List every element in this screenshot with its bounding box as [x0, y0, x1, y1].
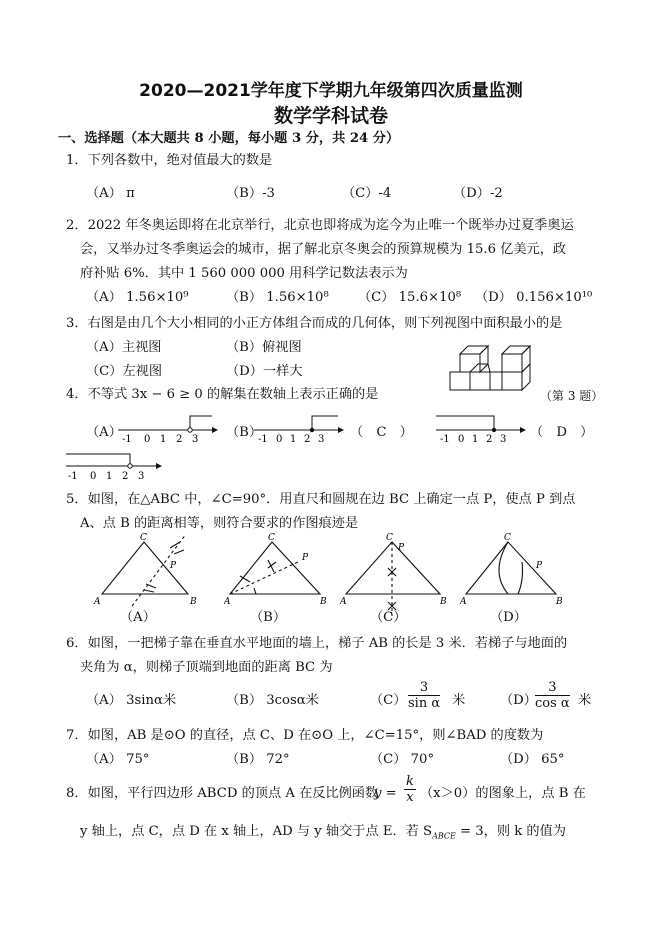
tick-label: 1 [160, 434, 167, 444]
q8-line1-end: （x＞0）的图象上，点 B 在 [420, 786, 586, 801]
q7-stem: 7．如图，AB 是⊙O 的直径，点 C、D 在⊙O 上，∠C=15°，则∠BAD 的度数为 [66, 728, 544, 743]
section-title: 一、选择题（本大题共 8 小题，每小题 3 分，共 24 分） [58, 131, 400, 146]
q1-option-a: （A） π [86, 186, 135, 201]
q2-option-b: （B） 1.56×10⁸ [226, 290, 329, 305]
svg-text:A: A [94, 597, 101, 607]
q8-line2 [80, 824, 566, 845]
tick-label: 2 [176, 434, 183, 444]
q3-option-c: （C）左视图 [86, 364, 163, 379]
q5-option-c: （C） [370, 610, 407, 625]
q2-line3: 府补贴 6%．其中 1 560 000 000 用科学记数法表示为 [80, 266, 408, 281]
q6-option-d-fraction [535, 680, 570, 711]
q2-option-a: （A） 1.56×10⁹ [86, 290, 189, 305]
q4-numberline-a [118, 408, 218, 444]
denominator: x [406, 790, 414, 805]
tick-label: -1 [440, 434, 450, 444]
q5-figure-a [92, 532, 212, 610]
q6-option-c-label: （C） [370, 693, 407, 708]
q6-option-b: （B） 3cosα米 [226, 693, 319, 708]
tick-label: 0 [90, 471, 97, 482]
q5-line1: 5．如图，在△ABC 中，∠C=90°．用直尺和圆规在边 BC 上确定一点 P，使点 P 到点 [66, 492, 576, 507]
svg-text:C: C [386, 533, 393, 543]
q5-figure-b [224, 532, 334, 610]
svg-text:B: B [320, 597, 327, 607]
q6-option-c-unit: 米 [452, 693, 466, 708]
q5-option-d: （D） [490, 610, 527, 625]
svg-text:P: P [302, 553, 309, 563]
q6-line1: 6．如图，一把梯子靠在垂直水平地面的墙上，梯子 AB 的长是 3 米．若梯子与地面的 [66, 636, 568, 651]
tick-label: 3 [138, 471, 145, 482]
q5-figure-d [460, 532, 570, 610]
q5-figure-c [340, 532, 450, 618]
svg-text:P: P [170, 561, 177, 571]
numerator: 3 [535, 680, 570, 696]
q8-function-y: y = [374, 786, 397, 801]
denominator: sin α [408, 696, 441, 711]
q2-option-c: （C） 15.6×10⁸ [358, 290, 462, 305]
q2-line1: 2．2022 年冬奥运即将在北京举行，北京也即将成为迄今为止唯一个既举办过夏季奥运 [66, 218, 574, 233]
exam-subtitle: 数学学科试卷 [273, 105, 388, 127]
q7-option-a: （A） 75° [86, 752, 150, 767]
q4-stem: 4．不等式 3x − 6 ≥ 0 的解集在数轴上表示正确的是 [66, 387, 379, 402]
q6-option-a: （A） 3sinα米 [86, 693, 177, 708]
q1-option-d: （D）-2 [453, 186, 503, 201]
svg-text:A: A [340, 597, 347, 607]
q5-option-a: （A） [120, 610, 156, 625]
q8-line1-start: 8．如图，平行四边形 ABCD 的顶点 A 在反比例函数 [66, 786, 379, 801]
svg-text:C: C [268, 533, 275, 543]
q2-option-d: （D） 0.156×10¹⁰ [475, 290, 593, 305]
tick-label: 0 [458, 434, 465, 444]
q6-option-c-fraction [408, 680, 440, 711]
q5-line2: A、点 B 的距离相等，则符合要求的作图痕迹是 [80, 516, 359, 531]
q4-option-b: （B） [226, 425, 263, 440]
svg-text:B: B [190, 597, 197, 607]
tick-label: 1 [290, 434, 297, 444]
q3-option-d: （D）一样大 [226, 364, 303, 379]
q7-option-b: （B） 72° [226, 752, 290, 767]
q6-option-d-unit: 米 [578, 693, 592, 708]
q8-line2-end: = 3，则 k 的值为 [455, 824, 566, 839]
q4-option-d: （ D ） [530, 425, 594, 440]
q3-cube-figure [440, 334, 550, 392]
svg-text:P: P [398, 543, 405, 553]
tick-label: 0 [276, 434, 283, 444]
q4-option-a: （A） [86, 425, 122, 440]
q8-area-subscript: ABCE [432, 831, 456, 841]
tick-label: 1 [472, 434, 479, 444]
tick-label: -1 [68, 471, 78, 482]
q1-stem: 1．下列各数中，绝对值最大的数是 [66, 153, 273, 168]
svg-text:B: B [556, 597, 563, 607]
q7-option-c: （C） 70° [370, 752, 435, 767]
q1-option-b: （B）-3 [226, 186, 275, 201]
tick-label: -1 [122, 434, 132, 444]
svg-text:P: P [536, 561, 543, 571]
svg-text:A: A [224, 597, 231, 607]
tick-label: 2 [122, 471, 129, 482]
numerator: 3 [408, 680, 440, 696]
svg-text:C: C [504, 533, 511, 543]
q4-option-c: （ C ） [350, 425, 413, 440]
q6-option-d-label: （D） [500, 693, 537, 708]
svg-text:A: A [460, 597, 467, 607]
q3-option-b: （B）俯视图 [226, 340, 302, 355]
q7-option-d: （D） 65° [500, 752, 565, 767]
tick-label: 3 [500, 434, 507, 444]
tick-label: 3 [318, 434, 325, 444]
tick-label: 0 [144, 434, 151, 444]
denominator: cos α [535, 696, 570, 711]
tick-label: -1 [258, 434, 268, 444]
svg-text:B: B [440, 597, 447, 607]
q3-stem: 3．右图是由几个大小相同的小正方体组合而成的几何体，则下列视图中面积最小的是 [66, 316, 563, 331]
q4-numberline-c [436, 408, 526, 444]
q4-numberline-b [254, 408, 344, 444]
exam-title: 2020—2021学年度下学期九年级第四次质量监测 [139, 81, 523, 101]
q4-numberline-d [66, 448, 162, 484]
q8-function-fraction [404, 774, 416, 805]
svg-text:C: C [140, 533, 147, 543]
q6-line2: 夹角为 α，则梯子顶端到地面的距离 BC 为 [80, 660, 333, 675]
q3-option-a: （A）主视图 [86, 340, 162, 355]
q1-option-c: （C）-4 [342, 186, 392, 201]
tick-label: 2 [304, 434, 311, 444]
q8-line2-text: y 轴上，点 C，点 D 在 x 轴上，AD 与 y 轴交于点 E．若 S [80, 824, 433, 839]
numerator: k [406, 774, 414, 789]
tick-label: 3 [192, 434, 199, 444]
tick-label: 1 [106, 471, 113, 482]
q3-figure-caption: （第 3 题） [540, 389, 604, 403]
q2-line2: 会，又举办过冬季奥运会的城市，据了解北京冬奥会的预算规模为 15.6 亿美元，政 [80, 242, 567, 257]
q5-option-b: （B） [250, 610, 287, 625]
tick-label: 2 [486, 434, 493, 444]
